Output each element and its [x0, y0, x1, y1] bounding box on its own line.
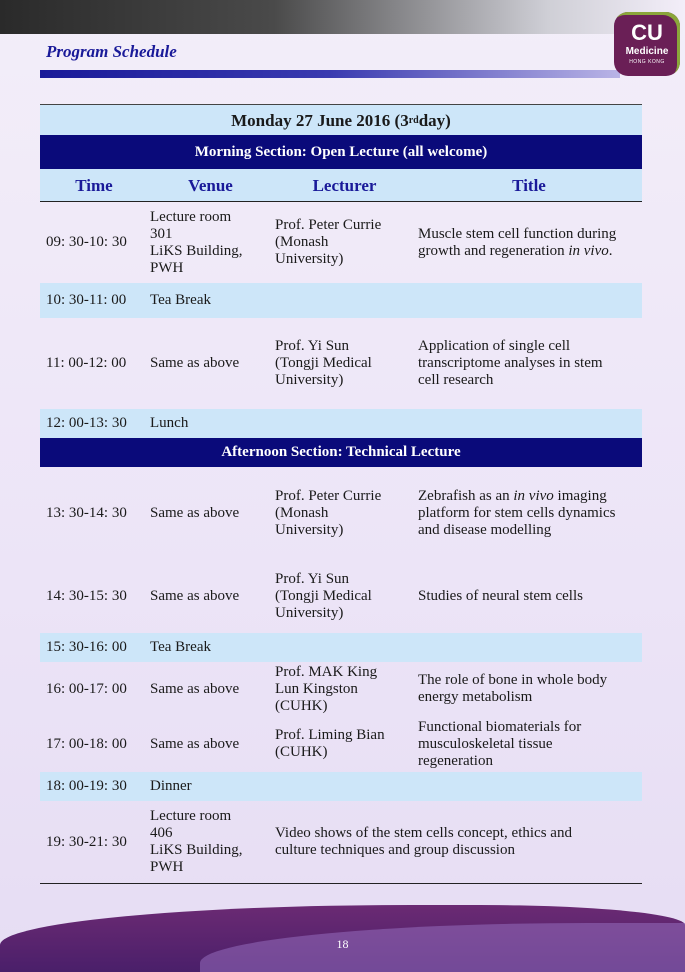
schedule-row	[40, 560, 642, 633]
title-line: platform for stem cells dynamics	[418, 505, 616, 521]
schedule-row	[40, 662, 642, 716]
description-line: culture techniques and group discussion	[275, 842, 515, 858]
row-venue: Same as above	[150, 588, 240, 604]
schedule-row-break	[40, 772, 642, 801]
title-line: cell research	[418, 372, 494, 388]
day-title-end: day)	[418, 110, 451, 130]
lecturer-line: (CUHK)	[275, 744, 328, 760]
title-line: growth and regeneration in vivo.	[418, 242, 613, 259]
lecturer-line: Prof. Liming Bian	[275, 727, 385, 743]
description-line: Video shows of the stem cells concept, ethics and	[275, 825, 572, 841]
lecturer-line: University)	[275, 251, 344, 267]
row-venue: Same as above	[150, 505, 240, 521]
title-line: transcriptome analyses in stem	[418, 355, 603, 371]
row-venue: Same as above	[150, 355, 240, 371]
row-time: 16: 00-17: 00	[46, 680, 127, 697]
logo-text-hongkong: HONG KONG	[629, 59, 665, 65]
column-headers	[40, 169, 642, 202]
lecturer-line: Prof. Peter Currie	[275, 217, 382, 233]
row-venue: Tea Break	[150, 292, 211, 308]
row-time: 13: 30-14: 30	[46, 505, 127, 521]
title-line: Functional biomaterials for	[418, 718, 582, 735]
section-header-afternoon	[40, 438, 642, 467]
row-time: 14: 30-15: 30	[46, 588, 127, 604]
col-head-venue: Venue	[188, 175, 233, 195]
row-time: 18: 00-19: 30	[46, 778, 127, 794]
row-title	[416, 719, 642, 770]
schedule-table	[40, 104, 642, 884]
row-lecturer	[273, 727, 416, 761]
lecturer-line: University)	[275, 605, 344, 621]
title-line: musculoskeletal tissue	[418, 735, 553, 752]
row-time: 11: 00-12: 00	[46, 355, 127, 371]
row-lecturer	[273, 338, 416, 389]
venue-line: Lecture room	[150, 208, 232, 225]
row-lecturer	[273, 488, 416, 539]
row-time: 15: 30-16: 00	[46, 639, 127, 655]
page-title: Program Schedule	[46, 42, 177, 61]
row-title	[416, 672, 642, 706]
lecturer-line: (Monash	[275, 505, 329, 521]
lecturer-line: Prof. Yi Sun	[275, 571, 350, 587]
title-line: Application of single cell	[418, 338, 571, 354]
italic-term: in vivo	[568, 242, 609, 259]
lecturer-line: University)	[275, 522, 344, 538]
lecturer-line: (Tongji Medical	[275, 355, 372, 371]
row-lecturer	[273, 571, 416, 622]
table-bottom-rule	[40, 883, 642, 884]
schedule-row	[40, 467, 642, 560]
schedule-row-break	[40, 283, 642, 318]
venue-line: 406	[150, 825, 173, 841]
row-title	[416, 226, 642, 260]
schedule-row	[40, 318, 642, 409]
logo-text-cu: CU	[631, 20, 663, 45]
venue-line: PWH	[150, 259, 184, 276]
header-rule	[40, 70, 620, 78]
lecturer-line: Prof. Yi Sun	[275, 338, 350, 354]
row-lecturer	[273, 217, 416, 268]
lecturer-line: Lun Kingston	[275, 680, 358, 697]
lecturer-line: (Monash	[275, 234, 329, 250]
row-venue: Same as above	[150, 735, 240, 752]
row-title	[416, 488, 642, 539]
title-line: Muscle stem cell function during	[418, 225, 617, 242]
italic-term: in vivo	[513, 488, 554, 504]
schedule-row-break	[40, 633, 642, 662]
row-venue	[148, 209, 273, 277]
row-venue: Same as above	[150, 680, 240, 697]
day-title-sup: rd	[408, 114, 419, 126]
title-line: regeneration	[418, 752, 493, 769]
title-line: and disease modelling	[418, 522, 552, 538]
section-title-afternoon: Afternoon Section: Technical Lecture	[221, 444, 461, 460]
schedule-row	[40, 202, 642, 283]
day-title	[40, 104, 642, 135]
row-venue: Tea Break	[150, 639, 211, 655]
section-header-morning	[40, 135, 642, 169]
day-title-main: Monday 27 June 2016 (3	[231, 110, 409, 130]
lecturer-line: University)	[275, 372, 344, 388]
section-title-morning: Morning Section: Open Lecture (all welcome)	[194, 143, 488, 160]
row-time: 17: 00-18: 00	[46, 735, 127, 752]
title-line: The role of bone in whole body	[418, 672, 608, 688]
row-description	[273, 825, 642, 859]
lecturer-line: Prof. Peter Currie	[275, 488, 382, 504]
col-head-title: Title	[512, 175, 546, 195]
title-line: Studies of neural stem cells	[418, 588, 583, 604]
schedule-row	[40, 716, 642, 772]
row-venue: Dinner	[150, 778, 192, 794]
logo-text-medicine: Medicine	[625, 46, 669, 57]
schedule-row-break	[40, 409, 642, 438]
row-lecturer	[273, 664, 416, 715]
row-title	[416, 588, 642, 605]
cu-medicine-logo	[614, 12, 680, 76]
row-time: 12: 00-13: 30	[46, 415, 127, 431]
row-time: 19: 30-21: 30	[46, 833, 127, 850]
title-line: energy metabolism	[418, 689, 533, 705]
venue-line: LiKS Building,	[150, 842, 243, 858]
row-time: 09: 30-10: 30	[46, 234, 127, 250]
top-banner	[0, 0, 685, 34]
venue-line: 301	[150, 225, 173, 242]
schedule-row	[40, 801, 642, 883]
row-time: 10: 30-11: 00	[46, 292, 127, 308]
row-title	[416, 338, 642, 389]
row-venue: Lunch	[150, 415, 189, 431]
title-line: Zebrafish as an in vivo imaging	[418, 488, 607, 504]
lecturer-line: (CUHK)	[275, 697, 328, 714]
lecturer-line: Prof. MAK King	[275, 663, 378, 680]
lecturer-line: (Tongji Medical	[275, 588, 372, 604]
col-head-time: Time	[75, 175, 113, 195]
venue-line: PWH	[150, 859, 184, 875]
page-number: 18	[336, 937, 349, 951]
venue-line: Lecture room	[150, 808, 232, 824]
venue-line: LiKS Building,	[150, 242, 243, 259]
row-venue	[148, 808, 273, 876]
col-head-lecturer: Lecturer	[312, 175, 377, 195]
